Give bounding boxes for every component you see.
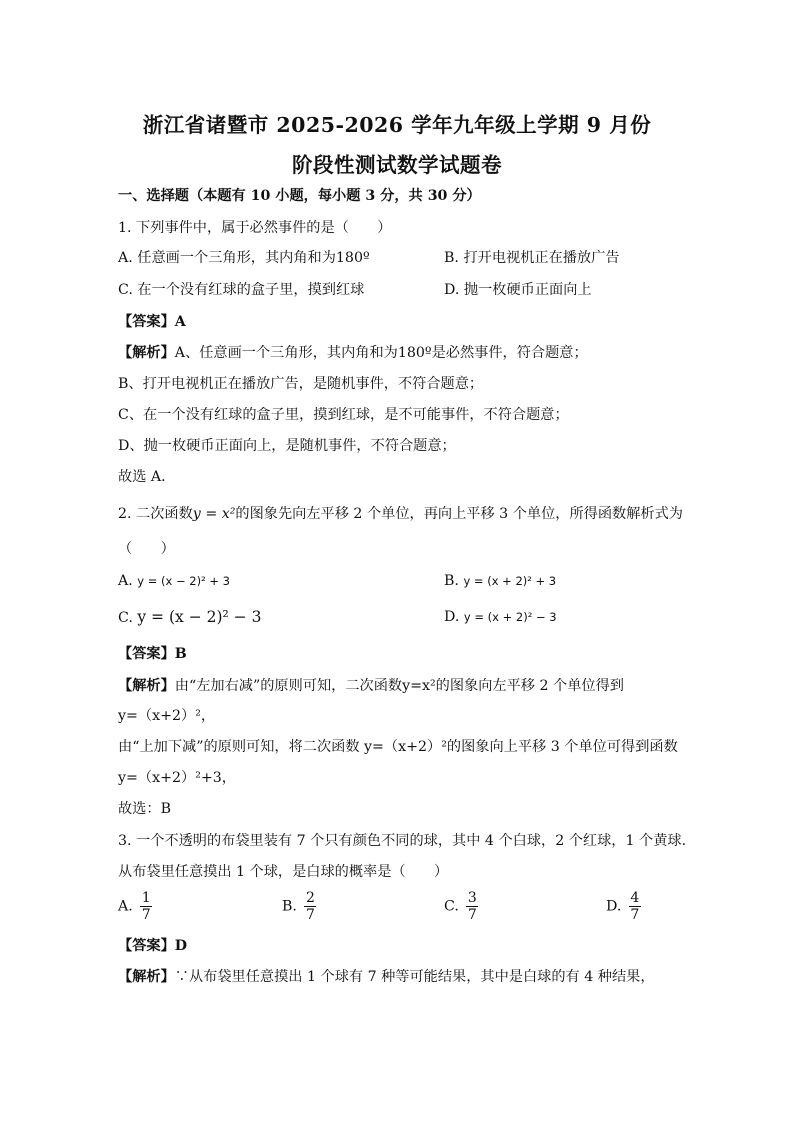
q3-option-c-letter: C. — [444, 898, 459, 915]
q2-analysis-line1 — [118, 677, 624, 695]
q2-option-c — [118, 608, 261, 627]
q1-stem: 1. 下列事件中，属于必然事件的是（ ） — [118, 220, 392, 236]
q3-option-b-letter: B. — [282, 898, 297, 915]
q2-analysis-line5: 故选：B — [118, 801, 171, 817]
q1-analysis-line5: 故选 A． — [118, 469, 176, 485]
q2-stem-pre: 2. 二次函数 — [118, 506, 193, 522]
q3-stem-line1: 3. 一个不透明的布袋里装有 7 个只有颜色不同的球，其中 4 个白球，2 个红球，1 个黄球. — [118, 833, 687, 849]
q3-option-a-denominator: 7 — [141, 907, 151, 923]
q1-analysis-line4: D、抛一枚硬币正面向上，是随机事件，不符合题意； — [118, 438, 456, 454]
q2-option-a-expr: y = (x − 2)² + 3 — [137, 574, 230, 588]
q2-option-d — [444, 608, 557, 626]
q2-option-a-letter: A. — [118, 573, 133, 589]
q3-stem-line2: 从布袋里任意摸出 1 个球，是白球的概率是（ ） — [118, 864, 449, 880]
q1-analysis-text: A、任意画一个三角形，其内角和为180º是必然事件，符合题意； — [174, 345, 588, 361]
doc-title-line2: 阶段性测试数学试题卷 — [292, 153, 502, 177]
q2-analysis-label: 【解析】 — [118, 678, 175, 694]
q3-option-b-numerator: 2 — [305, 890, 315, 906]
q3-option-d-denominator: 7 — [630, 907, 640, 923]
q3-option-c-fraction — [465, 890, 480, 923]
q2-answer: 【答案】B — [118, 646, 187, 662]
q3-option-a-letter: A. — [118, 898, 133, 915]
q1-option-b: B. 打开电视机正在播放广告 — [444, 250, 620, 266]
q3-option-d — [606, 890, 642, 923]
q2-analysis-line3: 由“上加下减”的原则可知，将二次函数 y=（x+2）²的图象向上平移 3 个单位可得到函数 — [118, 739, 678, 755]
q3-analysis-label: 【解析】 — [118, 969, 175, 985]
q3-answer: 【答案】D — [118, 938, 188, 954]
section-heading: 一、选择题（本题有 10 小题，每小题 3 分，共 30 分） — [118, 188, 481, 204]
q2-stem-math: y = x² — [192, 506, 236, 522]
q1-option-a: A. 任意画一个三角形，其内角和为180º — [118, 250, 370, 266]
q3-option-d-letter: D. — [606, 898, 622, 915]
q2-option-a — [118, 572, 230, 590]
q1-option-d: D. 抛一枚硬币正面向上 — [444, 282, 592, 298]
doc-title-line1: 浙江省诸暨市 2025-2026 学年九年级上学期 9 月份 — [142, 113, 652, 137]
q2-stem-paren: （ ） — [118, 541, 175, 557]
q2-option-d-expr: y = (x + 2)² − 3 — [463, 610, 557, 624]
q1-analysis-line3: C、在一个没有红球的盒子里，摸到红球，是不可能事件，不符合题意； — [118, 407, 569, 423]
q1-option-c: C. 在一个没有红球的盒子里，摸到红球 — [118, 282, 365, 298]
q3-option-c-denominator: 7 — [467, 907, 477, 923]
q2-stem-post: 的图象先向左平移 2 个单位，再向上平移 3 个单位，所得函数解析式为 — [235, 506, 683, 522]
q2-option-d-letter: D. — [444, 609, 460, 625]
q3-option-b-fraction — [303, 890, 318, 923]
q1-analysis-line2: B、打开电视机正在播放广告，是随机事件，不符合题意； — [118, 376, 484, 392]
q2-option-b-expr: y = (x + 2)² + 3 — [463, 574, 557, 588]
q1-analysis-label: 【解析】 — [118, 345, 175, 361]
q3-analysis-line1 — [118, 968, 655, 986]
q3-option-a-fraction — [139, 890, 154, 923]
q2-option-b-letter: B. — [444, 573, 459, 589]
q2-option-c-expr: y = (x − 2)² − 3 — [137, 608, 262, 626]
q2-option-c-letter: C. — [118, 610, 133, 626]
q3-option-d-fraction — [627, 890, 642, 923]
q3-option-a — [118, 890, 154, 923]
q2-analysis-line2: y=（x+2）²， — [118, 708, 216, 724]
q3-option-c — [444, 890, 480, 923]
q1-answer: 【答案】A — [118, 314, 186, 330]
q2-analysis-text: 由“左加右减”的原则可知，二次函数y=x²的图象向左平移 2 个单位得到 — [174, 678, 624, 694]
q3-option-b-denominator: 7 — [305, 907, 315, 923]
q3-analysis-text: ∵从布袋里任意摸出 1 个球有 7 种等可能结果，其中是白球的有 4 种结果， — [174, 969, 655, 985]
q3-option-c-numerator: 3 — [467, 890, 477, 906]
q3-option-d-numerator: 4 — [630, 890, 640, 906]
q2-stem — [118, 505, 683, 523]
q2-analysis-line4: y=（x+2）²+3， — [118, 770, 236, 786]
q1-analysis-line1 — [118, 344, 588, 362]
q2-option-b — [444, 572, 556, 590]
q3-option-a-numerator: 1 — [141, 890, 151, 906]
q3-option-b — [282, 890, 318, 923]
